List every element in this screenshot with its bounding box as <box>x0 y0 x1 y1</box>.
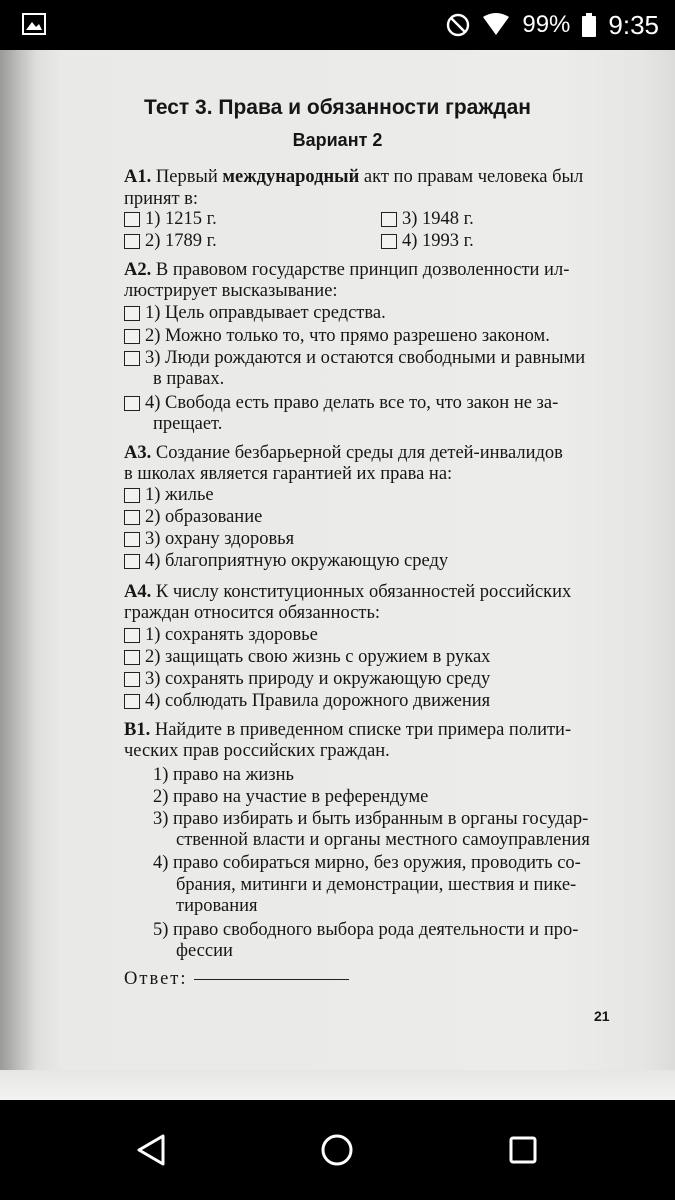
page-bottom-edge <box>0 1070 675 1100</box>
answer-row: Ответ: <box>124 969 349 990</box>
checkbox[interactable] <box>381 212 397 227</box>
navigation-bar <box>0 1100 675 1200</box>
question-a2: А2. В правовом государстве принцип дозволенности ил- <box>124 260 570 280</box>
question-a3: А3. Создание безбарьерной среды для детей-инвалидов <box>124 443 563 463</box>
question-a2-line2: люстрирует высказывание: <box>124 281 338 301</box>
question-a1: А1. Первый международный акт по правам человека был <box>124 167 584 187</box>
recents-icon[interactable] <box>503 1130 543 1170</box>
checkbox[interactable] <box>124 351 140 366</box>
a3-option-4[interactable]: 4) благоприятную окружающую среду <box>124 551 448 572</box>
a3-option-2[interactable]: 2) образование <box>124 507 262 528</box>
list-item-cont: тирования <box>176 896 258 916</box>
list-item: 5) право свободного выбора рода деятельности и про- <box>153 920 579 940</box>
checkbox[interactable] <box>124 628 140 643</box>
question-a4: А4. К числу конституционных обязанностей российских <box>124 582 572 602</box>
question-a1-line2: принят в: <box>124 189 199 209</box>
checkbox[interactable] <box>124 488 140 503</box>
a2-option-3-cont: в правах. <box>153 369 225 389</box>
battery-percentage: 99% <box>522 11 571 38</box>
wifi-icon <box>482 13 510 37</box>
a2-option-3[interactable]: 3) Люди рождаются и остаются свободными и равными <box>124 348 585 369</box>
a3-option-3[interactable]: 3) охрану здоровья <box>124 529 294 550</box>
do-not-disturb-icon <box>446 13 470 37</box>
list-item: 2) право на участие в референдуме <box>153 787 429 807</box>
back-icon[interactable] <box>133 1130 173 1170</box>
checkbox[interactable] <box>124 329 140 344</box>
list-item: 1) право на жизнь <box>153 765 294 785</box>
a2-option-4-cont: прещает. <box>153 414 223 434</box>
home-icon[interactable] <box>317 1130 357 1170</box>
checkbox[interactable] <box>124 532 140 547</box>
list-item: 3) право избирать и быть избранным в органы государ- <box>153 809 589 829</box>
status-bar <box>0 0 675 50</box>
a4-option-4[interactable]: 4) соблюдать Правила дорожного движения <box>124 691 490 712</box>
checkbox[interactable] <box>124 396 140 411</box>
checkbox[interactable] <box>124 212 140 227</box>
document-photo <box>0 50 675 1100</box>
a1-option-3[interactable]: 3) 1948 г. <box>381 209 474 230</box>
checkbox[interactable] <box>124 672 140 687</box>
a2-option-2[interactable]: 2) Можно только то, что прямо разрешено законом. <box>124 326 550 347</box>
a1-option-4[interactable]: 4) 1993 г. <box>381 231 474 252</box>
checkbox[interactable] <box>124 234 140 249</box>
question-a4-line2: граждан относится обязанность: <box>124 603 381 623</box>
a4-option-3[interactable]: 3) сохранять природу и окружающую среду <box>124 669 490 690</box>
checkbox[interactable] <box>124 510 140 525</box>
gallery-notification-icon <box>22 13 46 35</box>
page-number: 21 <box>594 1008 610 1024</box>
test-title: Тест 3. Права и обязанности граждан <box>144 96 531 119</box>
list-item: 4) право собираться мирно, без оружия, проводить со- <box>153 853 581 873</box>
variant-heading: Вариант 2 <box>292 130 383 150</box>
checkbox[interactable] <box>381 234 397 249</box>
book-page <box>0 50 675 1100</box>
checkbox[interactable] <box>124 694 140 709</box>
checkbox[interactable] <box>124 306 140 321</box>
battery-icon <box>582 13 596 37</box>
a4-option-2[interactable]: 2) защищать свою жизнь с оружием в руках <box>124 647 490 668</box>
answer-field[interactable] <box>194 979 349 980</box>
a4-option-1[interactable]: 1) сохранять здоровье <box>124 625 318 646</box>
list-item-cont: фессии <box>176 941 233 961</box>
question-b1-line2: ческих прав российских граждан. <box>124 741 390 761</box>
a1-option-2[interactable]: 2) 1789 г. <box>124 231 217 252</box>
checkbox[interactable] <box>124 650 140 665</box>
a1-option-1[interactable]: 1) 1215 г. <box>124 209 217 230</box>
checkbox[interactable] <box>124 554 140 569</box>
clock: 9:35 <box>608 9 659 40</box>
list-item-cont: ственной власти и органы местного самоуправления <box>176 830 590 850</box>
a3-option-1[interactable]: 1) жилье <box>124 485 214 506</box>
list-item-cont: брания, митинги и демонстрации, шествия и пике- <box>176 875 577 895</box>
a2-option-1[interactable]: 1) Цель оправдывает средства. <box>124 303 386 324</box>
a2-option-4[interactable]: 4) Свобода есть право делать все то, что закон не за- <box>124 393 558 414</box>
question-b1: В1. Найдите в приведенном списке три примера полити- <box>124 720 572 740</box>
question-a3-line2: в школах является гарантией их права на: <box>124 464 453 484</box>
